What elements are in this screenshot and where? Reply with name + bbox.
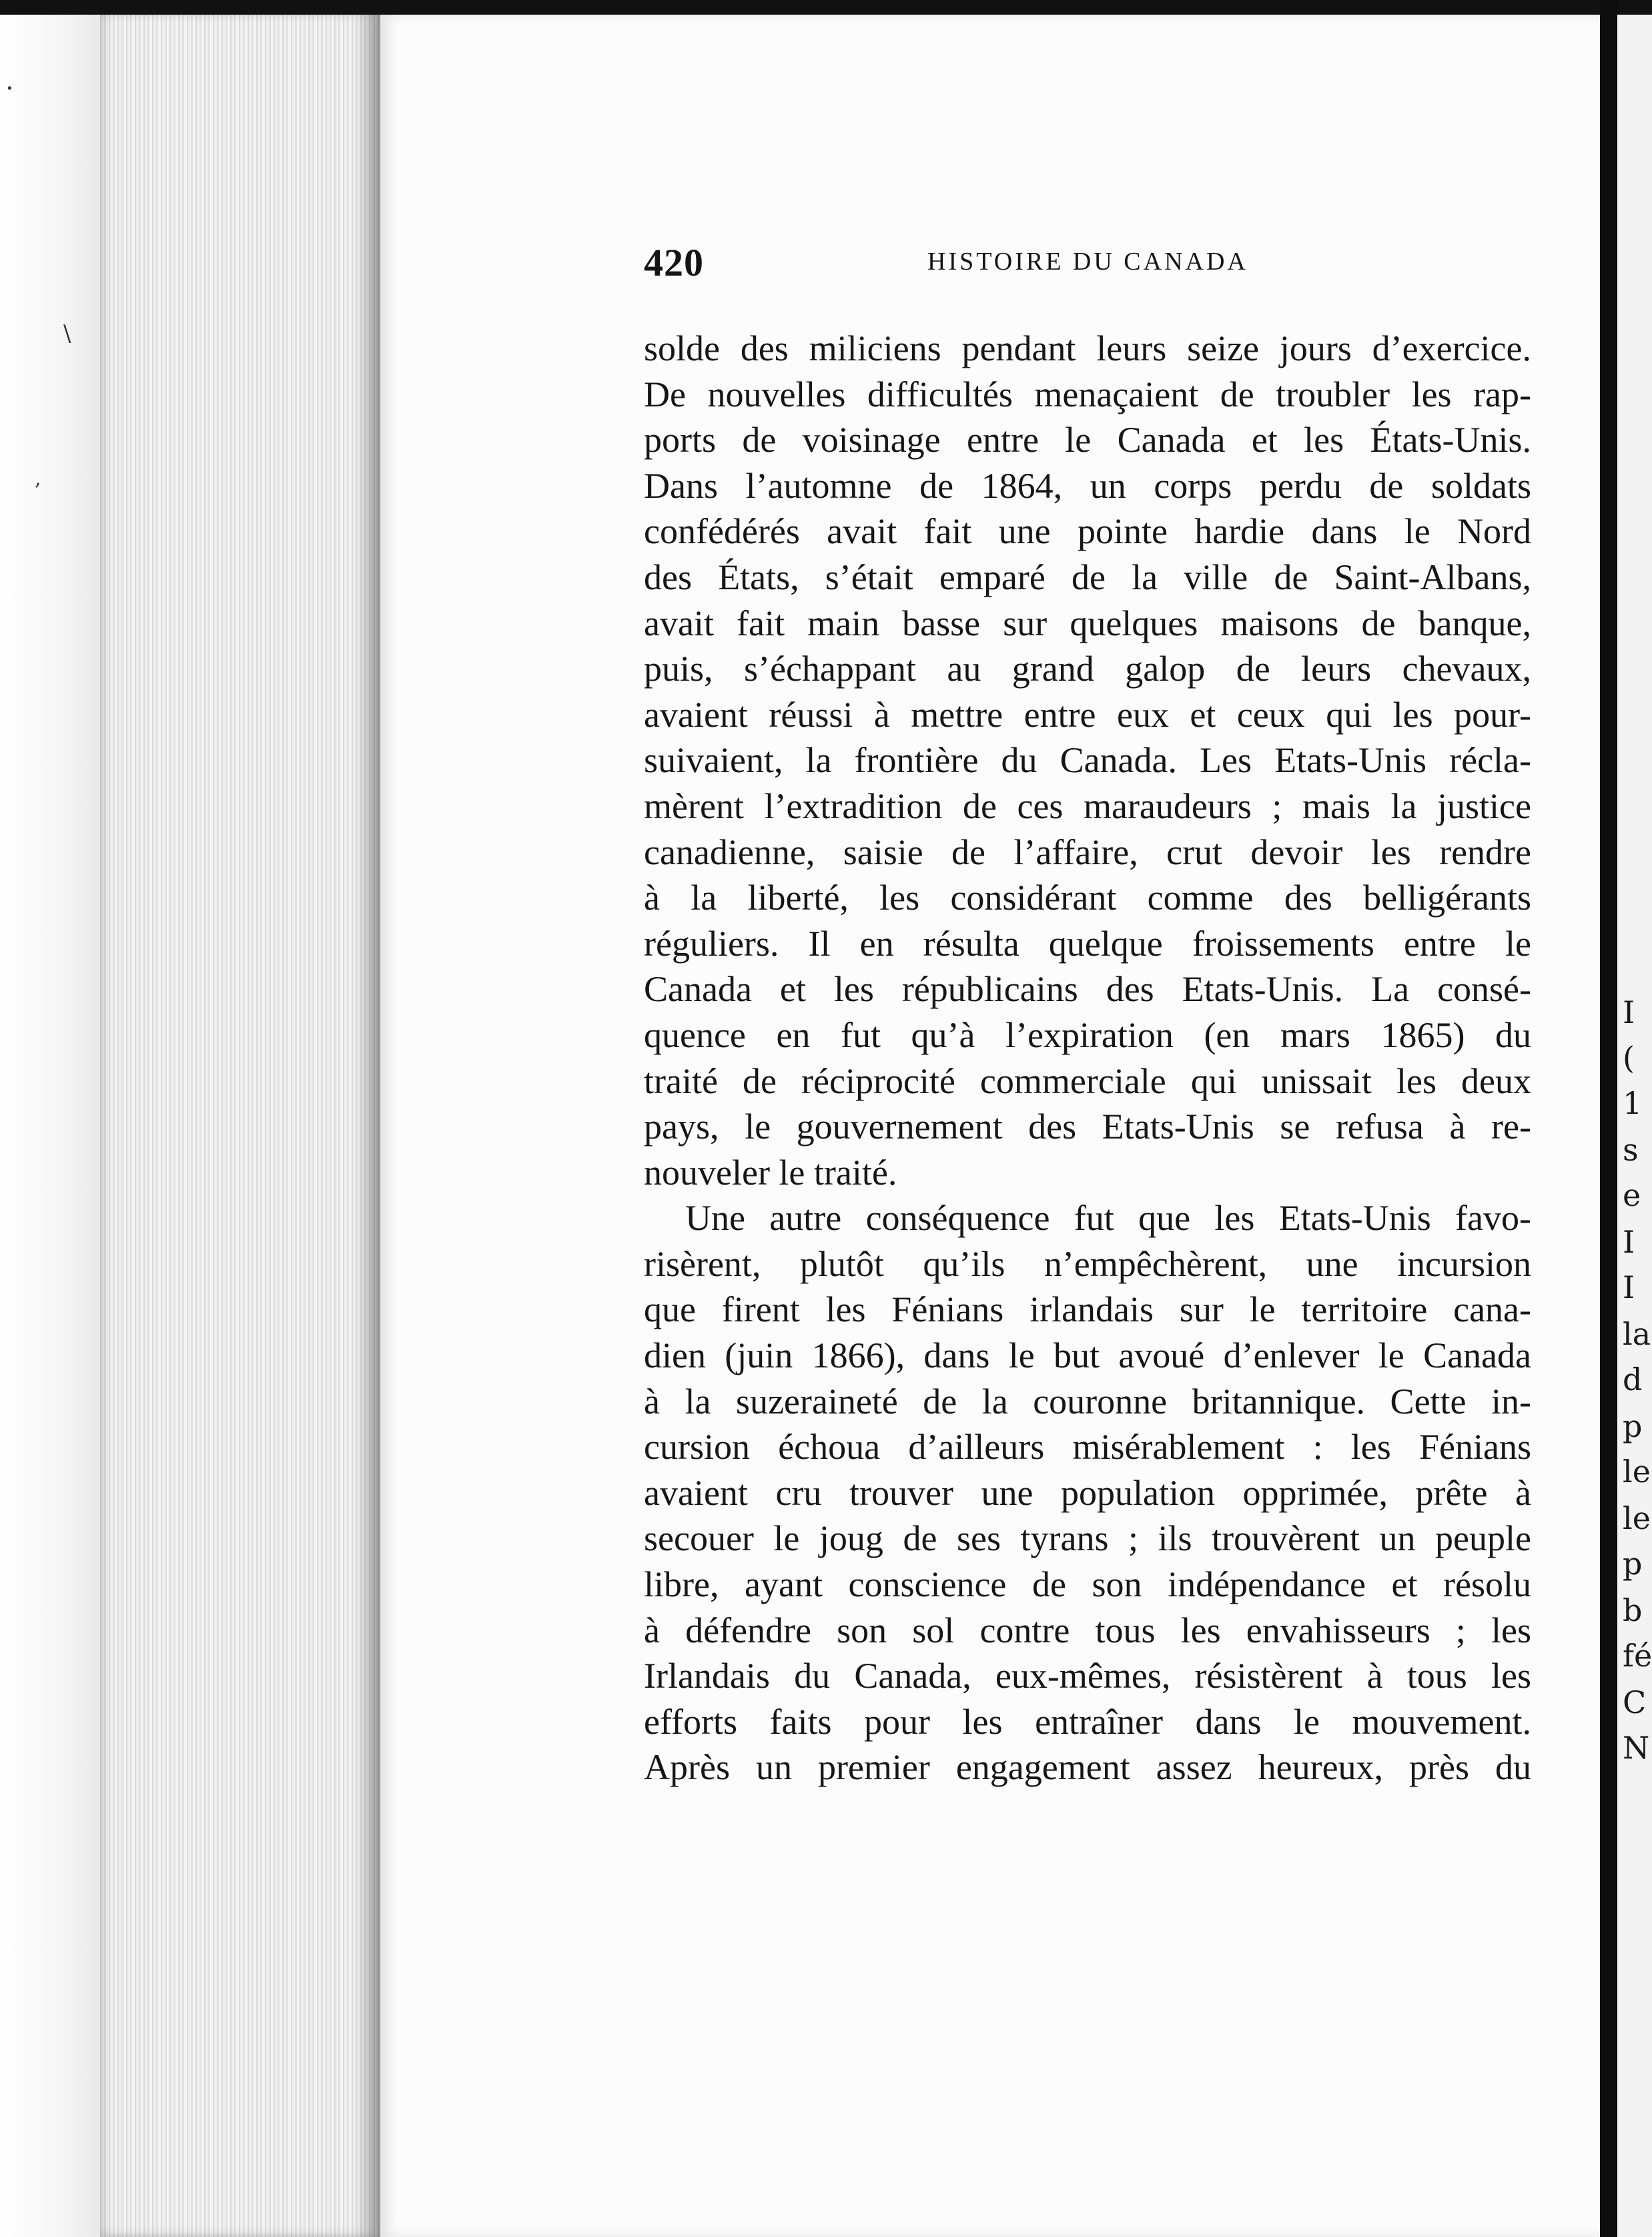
text-line: quence en fut qu’à l’expiration (en mars 1865) du <box>644 1014 1531 1055</box>
margin-mark: \ <box>63 320 71 347</box>
next-page-fragment: le <box>1623 1454 1651 1490</box>
next-page-fragment: 1 <box>1623 1085 1643 1121</box>
text-line: avaient réussi à mettre entre eux et ceux qui les pour- <box>644 694 1531 735</box>
text-line: traité de réciprocité commerciale qui unissait les deux <box>644 1060 1531 1101</box>
running-head <box>644 240 1271 287</box>
text-line: Canada et les républicains des Etats-Unis. La consé- <box>644 969 1531 1010</box>
text-line: réguliers. Il en résulta quelque froissements entre le <box>644 923 1531 964</box>
text-line: suivaient, la frontière du Canada. Les Etats-Unis récla- <box>644 740 1531 781</box>
next-page-fragment: I <box>1623 1269 1635 1305</box>
text-line: à la suzeraineté de la couronne britannique. Cette in- <box>644 1381 1531 1421</box>
text-line: secouer le joug de ses tyrans ; ils trouvèrent un peuple <box>644 1518 1531 1559</box>
text-line: risèrent, plutôt qu’ils n’empêchèrent, une incursion <box>644 1243 1531 1284</box>
text-line: canadienne, saisie de l’affaire, crut devoir les rendre <box>644 832 1531 872</box>
margin-mark: · <box>5 73 14 104</box>
text-line: dien (juin 1866), dans le but avoué d’enlever le Canada <box>644 1335 1531 1376</box>
text-line: libre, ayant conscience de son indépendance et résolu <box>644 1564 1531 1605</box>
text-line: avaient cru trouver une population opprimée, prête à <box>644 1472 1531 1513</box>
next-page-fragment: ( <box>1623 1040 1635 1076</box>
text-line: mèrent l’extradition de ces maraudeurs ; mais la justice <box>644 785 1531 826</box>
next-page-fragment: I <box>1623 1224 1635 1260</box>
next-page-fragment: p <box>1623 1546 1643 1582</box>
next-page-fragment: I <box>1623 994 1635 1030</box>
text-line: solde des miliciens pendant leurs seize jours d’exercice. <box>644 328 1531 368</box>
margin-mark: , <box>35 467 41 491</box>
text-line: à la liberté, les considérant comme des belligérants <box>644 878 1531 918</box>
body-text <box>644 326 1531 1791</box>
text-line: cursion échoua d’ailleurs misérablement : les Fénians <box>644 1427 1531 1468</box>
text-line: puis, s’échappant au grand galop de leurs chevaux, <box>644 649 1531 689</box>
page-number: 420 <box>644 241 704 284</box>
text-line: Dans l’automne de 1864, un corps perdu de soldats <box>644 465 1531 506</box>
text-line: ports de voisinage entre le Canada et les États-Unis. <box>644 420 1531 460</box>
next-page-fragment: e <box>1623 1177 1641 1213</box>
text-line: avait fait main basse sur quelques maisons de banque, <box>644 603 1531 643</box>
text-line: Une autre conséquence fut que les Etats-Unis favo- <box>685 1198 1531 1239</box>
text-line: pays, le gouvernement des Etats-Unis se refusa à re- <box>644 1106 1531 1147</box>
text-line: nouveler le traité. <box>644 1152 897 1193</box>
next-page-fragment: b <box>1623 1592 1643 1628</box>
text-line: à défendre son sol contre tous les envahisseurs ; les <box>644 1610 1531 1650</box>
book-gutter <box>1600 0 1617 2237</box>
text-line: que firent les Fénians irlandais sur le territoire cana- <box>644 1289 1531 1330</box>
text-line: Irlandais du Canada, eux-mêmes, résistèrent à tous les <box>644 1656 1531 1696</box>
next-page-fragment: p <box>1623 1408 1643 1444</box>
text-line: Après un premier engagement assez heureux, près du <box>644 1747 1531 1788</box>
next-page-fragment: s <box>1623 1132 1639 1168</box>
next-page-fragment: d <box>1623 1361 1643 1397</box>
next-page-edge <box>1617 15 1652 2237</box>
running-title: HISTOIRE DU CANADA <box>927 248 1248 276</box>
next-page-fragment: la <box>1623 1316 1651 1352</box>
page-stack-edge <box>100 12 380 2237</box>
scanner-background <box>0 0 100 2237</box>
next-page-fragment: le <box>1623 1500 1651 1536</box>
text-line: des États, s’était emparé de la ville de Saint-Albans, <box>644 557 1531 597</box>
next-page-fragment: fé <box>1623 1638 1652 1674</box>
scan-border-top <box>0 0 1652 15</box>
text-line: efforts faits pour les entraîner dans le mouvement. <box>644 1701 1531 1742</box>
next-page-fragment: N <box>1623 1730 1650 1766</box>
text-line: De nouvelles difficultés menaçaient de troubler les rap- <box>644 374 1531 414</box>
next-page-fragment: C <box>1623 1684 1647 1720</box>
text-line: confédérés avait fait une pointe hardie dans le Nord <box>644 511 1531 552</box>
